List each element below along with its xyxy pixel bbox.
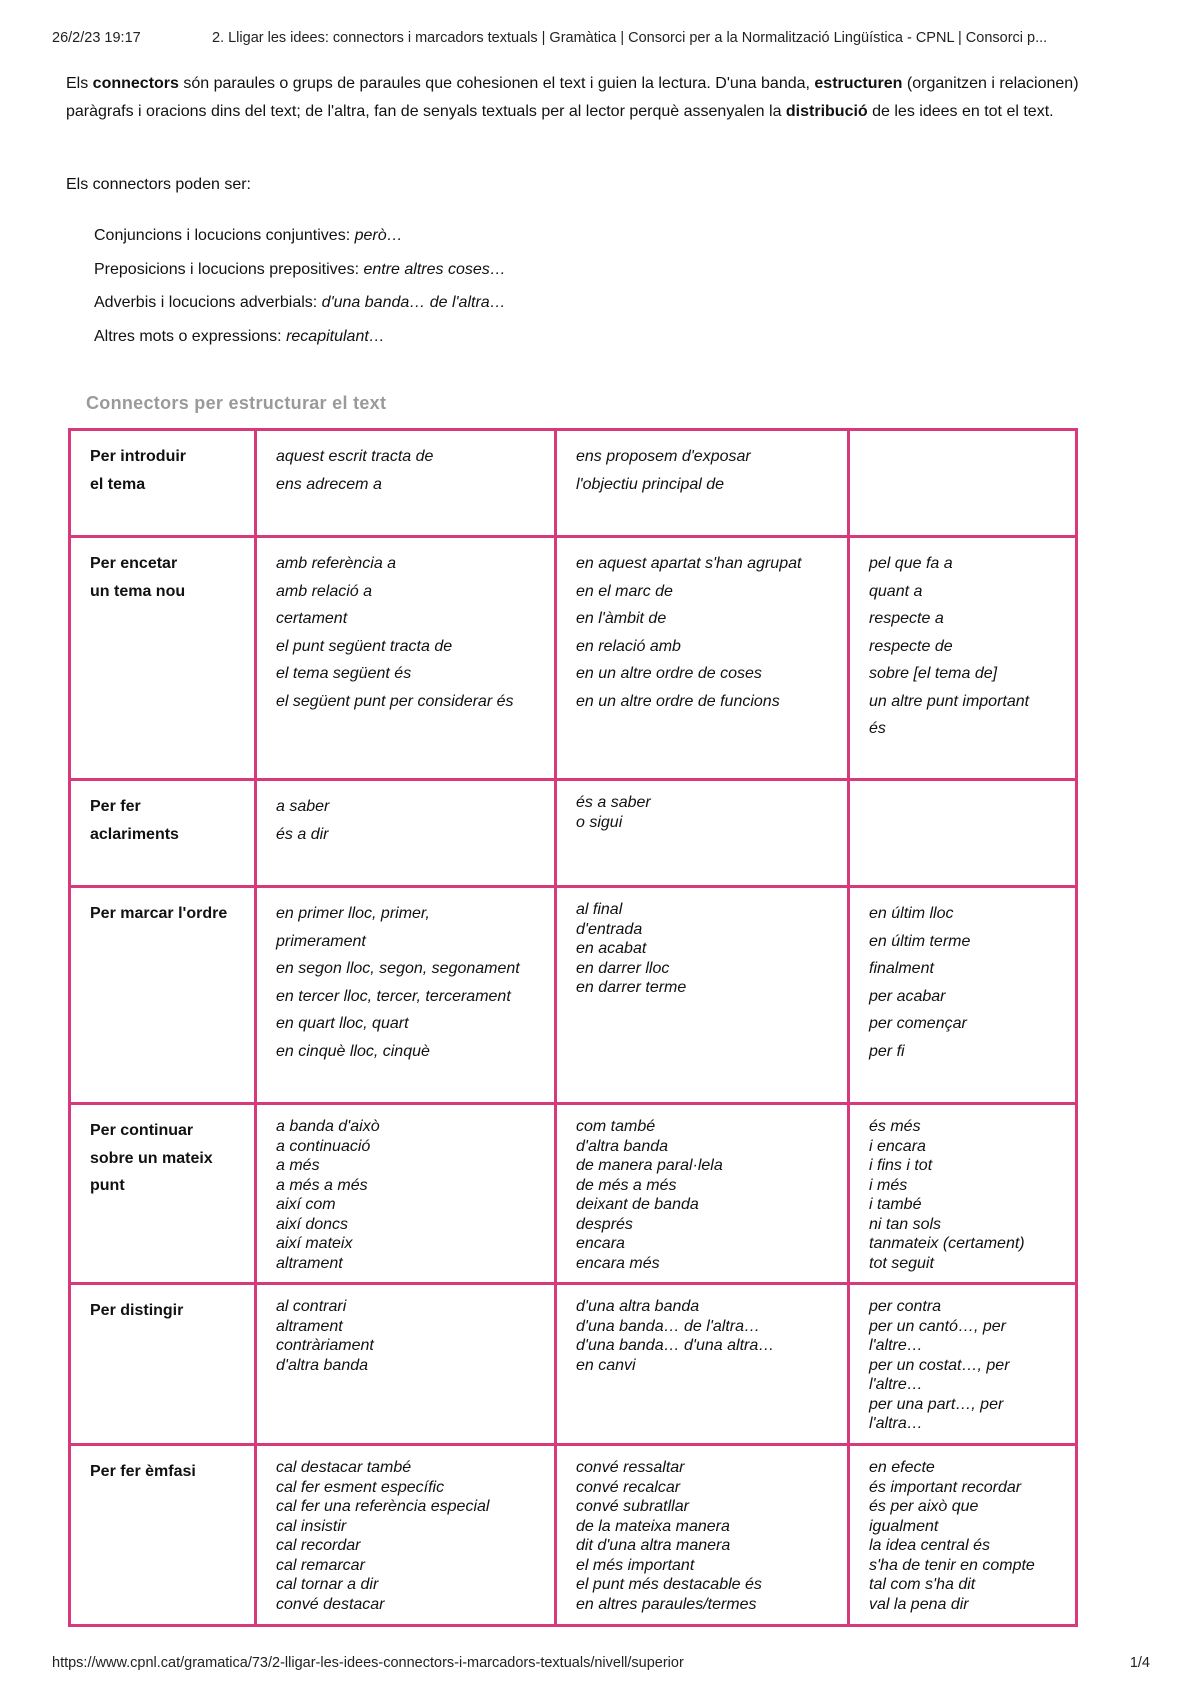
connector-item: tot seguit: [869, 1254, 934, 1272]
table-row: [70, 887, 1077, 1104]
connector-item: en efecte: [869, 1459, 935, 1476]
connectors-cell: [256, 1445, 556, 1626]
intro-text: (organitzen i relacionen) paràgrafs i oracions dins del text; de l'altra, fan de senyals textuals per al lector perquè assenyalen la: [66, 75, 1079, 120]
connectors-cell: [556, 1284, 849, 1445]
connector-item: en un altre ordre de funcions: [576, 692, 780, 710]
connector-item: amb referència a: [276, 555, 397, 572]
connector-item: després: [576, 1215, 633, 1233]
connector-item: és més: [869, 1118, 921, 1135]
connector-item: encara més: [576, 1254, 660, 1272]
connector-item: per un costat…, per: [869, 1356, 1010, 1374]
intro-bold-term: distribució: [785, 102, 868, 120]
print-url: https://www.cpnl.cat/gramatica/73/2-lligar-les-idees-connectors-i-marcadors-textuals/nivell/superior: [52, 1655, 684, 1671]
row-label-line: Per introduir: [90, 448, 187, 465]
connector-types-title: Els connectors poden ser:: [66, 176, 251, 193]
connector-item: altrament: [276, 1317, 343, 1335]
connector-item: com també: [576, 1118, 656, 1135]
connector-item: d'altra banda: [276, 1356, 369, 1374]
connector-item: o sigui: [576, 813, 623, 831]
connector-item: en altres paraules/termes: [576, 1595, 757, 1613]
connector-item: quant a: [869, 582, 923, 600]
connector-item: amb relació a: [276, 582, 373, 600]
table-row: [70, 1445, 1077, 1626]
connectors-cell: [556, 430, 849, 537]
connector-item: així doncs: [276, 1215, 349, 1233]
type-label: Conjuncions i locucions conjuntives:: [94, 227, 355, 244]
connector-item: per fi: [869, 1042, 905, 1060]
print-page-title: 2. Lligar les idees: connectors i marcadors textuals | Gramàtica | Consorci per a la Normalització Lingüística - CPNL | Consorci p...: [212, 30, 1048, 46]
connector-item: en darrer lloc: [576, 959, 670, 977]
connector-item: així mateix: [276, 1235, 353, 1252]
connector-item: cal destacar també: [276, 1459, 412, 1476]
connectors-cell: [556, 1104, 849, 1284]
connector-item: convé destacar: [276, 1595, 385, 1613]
row-label-cell: [70, 887, 256, 1104]
type-example: però…: [354, 227, 403, 244]
intro-bold-term: connectors: [92, 75, 179, 92]
row-label-cell: [70, 1104, 256, 1284]
row-label-line: sobre un mateix: [90, 1149, 213, 1167]
connectors-cell: [556, 537, 849, 780]
connector-item: finalment: [869, 960, 934, 977]
connector-item: d'entrada: [576, 920, 643, 938]
connector-item: altrament: [276, 1254, 343, 1272]
type-example: recapitulant…: [286, 327, 385, 345]
connector-item: i també: [869, 1196, 922, 1213]
connectors-cell: [556, 780, 849, 887]
connectors-cell: [256, 430, 556, 537]
connector-item: de manera paral·lela: [576, 1157, 723, 1174]
connector-item: en l'àmbit de: [576, 610, 667, 627]
connector-item: tal com s'ha dit: [869, 1576, 976, 1593]
connector-item: en el marc de: [576, 582, 673, 600]
connector-item: deixant de banda: [576, 1196, 699, 1213]
table-row: [70, 430, 1077, 537]
row-label-line: un tema nou: [90, 582, 186, 600]
connector-type-item: [94, 260, 506, 294]
row-label-cell: [70, 1284, 256, 1445]
connector-item: per començar: [869, 1015, 967, 1032]
row-label-line: Per marcar l'ordre: [90, 905, 228, 922]
connector-item: igualment: [869, 1517, 939, 1535]
connector-item: l'altra…: [869, 1415, 923, 1432]
connector-item: l'altre…: [869, 1337, 923, 1354]
table-row: [70, 780, 1077, 887]
type-example: d'una banda… de l'altra…: [321, 294, 506, 311]
connector-item: el punt més destacable és: [576, 1576, 762, 1593]
connector-item: d'una banda… de l'altra…: [576, 1317, 761, 1335]
type-example: entre altres coses…: [363, 260, 506, 278]
connector-item: ens adrecem a: [276, 475, 382, 493]
connector-item: cal fer esment específic: [276, 1478, 445, 1496]
connector-item: a continuació: [276, 1137, 371, 1155]
connectors-cell: [256, 537, 556, 780]
connector-item: un altre punt important: [869, 692, 1030, 710]
connector-item: és a saber: [576, 794, 651, 811]
type-label: Altres mots o expressions:: [94, 327, 287, 345]
row-label-cell: [70, 780, 256, 887]
print-datetime: 26/2/23 19:17: [52, 30, 141, 46]
connector-item: en darrer terme: [576, 979, 687, 996]
connector-item: a saber: [276, 798, 330, 815]
connector-item: en primer lloc, primer,: [276, 905, 430, 922]
connector-item: cal fer una referència especial: [276, 1498, 490, 1515]
connector-item: certament: [276, 610, 348, 627]
connector-item: l'objectiu principal de: [576, 475, 725, 493]
connector-item: el més important: [576, 1556, 695, 1574]
connector-item: s'ha de tenir en compte: [869, 1556, 1035, 1574]
connector-item: per una part…, per: [869, 1395, 1004, 1413]
connector-item: en últim terme: [869, 932, 971, 950]
connector-item: contràriament: [276, 1337, 374, 1354]
row-label-cell: [70, 1445, 256, 1626]
connector-item: el punt següent tracta de: [276, 637, 453, 655]
row-label-line: Per distingir: [90, 1302, 184, 1319]
connector-item: d'una altra banda: [576, 1298, 700, 1315]
row-label-line: Per fer èmfasi: [90, 1463, 196, 1480]
connectors-cell: [849, 537, 1077, 780]
page-number: 1/4: [1129, 1655, 1150, 1671]
connector-item: en cinquè lloc, cinquè: [276, 1042, 430, 1060]
connector-item: la idea central és: [869, 1537, 990, 1554]
connector-types-list: [94, 226, 506, 360]
intro-text: Els: [66, 75, 93, 92]
connector-type-item: [94, 293, 506, 327]
connector-item: en quart lloc, quart: [276, 1015, 409, 1032]
connector-item: en segon lloc, segon, segonament: [276, 960, 520, 977]
connector-item: en un altre ordre de coses: [576, 665, 762, 682]
connector-item: primerament: [276, 932, 366, 950]
table-row: [70, 1104, 1077, 1284]
connector-item: convé ressaltar: [576, 1459, 685, 1476]
connectors-cell: [256, 1284, 556, 1445]
connector-item: i més: [869, 1176, 908, 1194]
connector-item: val la pena dir: [869, 1595, 969, 1613]
intro-text: de les idees en tot el text.: [867, 102, 1054, 120]
connector-item: és a dir: [276, 825, 329, 843]
connector-item: en canvi: [576, 1356, 636, 1374]
connector-item: d'una banda… d'una altra…: [576, 1337, 775, 1354]
connector-item: per contra: [869, 1298, 942, 1315]
row-label-cell: [70, 537, 256, 780]
intro-bold-term: estructuren: [814, 75, 903, 92]
connector-item: i encara: [869, 1137, 926, 1155]
connector-item: dit d'una altra manera: [576, 1537, 731, 1554]
table-row: [70, 1284, 1077, 1445]
connector-item: ni tan sols: [869, 1215, 942, 1233]
connector-item: cal tornar a dir: [276, 1576, 379, 1593]
row-label-line: el tema: [90, 475, 146, 493]
connector-item: així com: [276, 1196, 336, 1213]
connector-item: pel que fa a: [869, 555, 953, 572]
connector-item: sobre [el tema de]: [869, 665, 998, 682]
connectors-cell: [849, 1104, 1077, 1284]
connectors-cell: [256, 1104, 556, 1284]
row-label-line: Per encetar: [90, 555, 178, 572]
intro-text: són paraules o grups de paraules que cohesionen el text i guien la lectura. D'una banda,: [178, 75, 815, 92]
connector-item: a més a més: [276, 1176, 368, 1194]
intro-paragraph: [66, 70, 1146, 125]
section-title: Connectors per estructurar el text: [86, 393, 387, 413]
connector-item: en tercer lloc, tercer, tercerament: [276, 987, 511, 1005]
connector-item: cal recordar: [276, 1537, 361, 1554]
connector-item: de la mateixa manera: [576, 1517, 730, 1535]
connectors-cell: [849, 780, 1077, 887]
connector-item: per acabar: [869, 987, 946, 1005]
connector-item: l'altre…: [869, 1376, 923, 1393]
connector-item: cal remarcar: [276, 1556, 365, 1574]
connector-item: i fins i tot: [869, 1157, 933, 1174]
type-label: Preposicions i locucions prepositives:: [94, 260, 364, 278]
connectors-cell: [849, 1445, 1077, 1626]
connector-type-item: [94, 327, 506, 361]
connector-item: al contrari: [276, 1298, 347, 1315]
connector-item: en aquest apartat s'han agrupat: [576, 555, 802, 572]
connector-item: de més a més: [576, 1176, 677, 1194]
connector-item: ens proposem d'exposar: [576, 448, 751, 465]
connectors-cell: [556, 1445, 849, 1626]
connector-item: el següent punt per considerar és: [276, 692, 514, 710]
connector-item: per un cantó…, per: [869, 1317, 1006, 1335]
connector-item: en últim lloc: [869, 905, 954, 922]
connectors-cell: [256, 780, 556, 887]
connector-item: al final: [576, 901, 623, 918]
connectors-cell: [556, 887, 849, 1104]
connector-item: cal insistir: [276, 1517, 347, 1535]
row-label-line: Per fer: [90, 798, 141, 815]
connector-item: convé recalcar: [576, 1478, 681, 1496]
connector-item: a més: [276, 1157, 320, 1174]
connectors-cell: [256, 887, 556, 1104]
row-label-line: punt: [90, 1177, 125, 1194]
row-label-line: Per continuar: [90, 1122, 194, 1139]
connectors-cell: [849, 430, 1077, 537]
connector-item: d'altra banda: [576, 1137, 669, 1155]
connector-item: és per això que: [869, 1498, 979, 1515]
connector-item: és: [869, 720, 886, 737]
connector-item: respecte de: [869, 637, 953, 655]
connector-item: és important recordar: [869, 1478, 1022, 1496]
connectors-table: [68, 428, 1078, 1627]
connector-item: en acabat: [576, 940, 647, 957]
connector-item: aquest escrit tracta de: [276, 448, 434, 465]
row-label-cell: [70, 430, 256, 537]
connector-item: tanmateix (certament): [869, 1235, 1025, 1252]
type-label: Adverbis i locucions adverbials:: [94, 294, 322, 311]
connector-item: el tema següent és: [276, 665, 412, 682]
connectors-cell: [849, 1284, 1077, 1445]
connector-item: respecte a: [869, 610, 944, 627]
connector-item: a banda d'això: [276, 1118, 380, 1135]
table-row: [70, 537, 1077, 780]
connector-item: en relació amb: [576, 637, 681, 655]
connector-type-item: [94, 226, 506, 260]
connector-item: convé subratllar: [576, 1498, 689, 1515]
connector-item: encara: [576, 1235, 625, 1252]
connectors-cell: [849, 887, 1077, 1104]
row-label-line: aclariments: [90, 825, 179, 843]
